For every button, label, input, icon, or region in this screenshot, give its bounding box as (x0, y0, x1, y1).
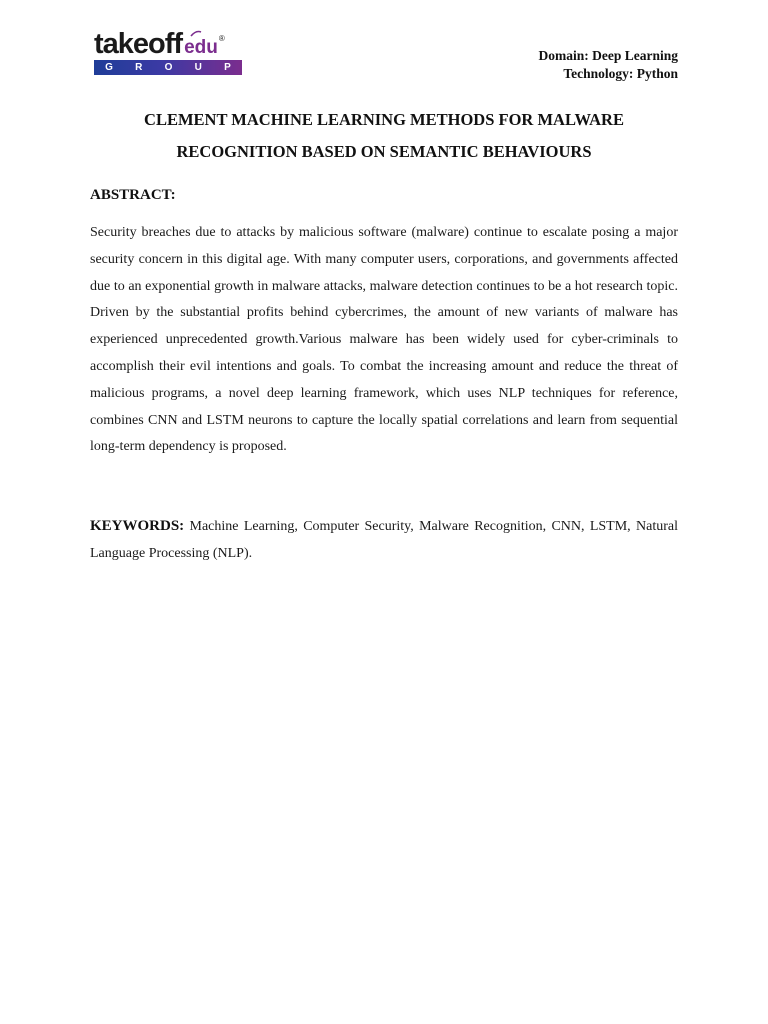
keywords-paragraph (90, 513, 678, 567)
logo-wordmark (94, 28, 246, 60)
logo-group-bar (94, 60, 242, 75)
takeoff-edu-group-logo (94, 28, 246, 78)
technology-label: Technology: Python (563, 66, 678, 81)
logo-group-letter: U (194, 62, 202, 73)
logo-group-letter: P (224, 62, 231, 73)
title-line-1: CLEMENT MACHINE LEARNING METHODS FOR MALWARE (144, 110, 624, 129)
logo-group-letter: G (105, 62, 113, 73)
logo-registered-mark: ® (218, 34, 225, 43)
document-title (90, 104, 678, 168)
keywords-text: Machine Learning, Computer Security, Malware Recognition, CNN, LSTM, Natural Language Processing (NLP). (90, 519, 678, 561)
logo-group-letter: R (135, 62, 143, 73)
logo-brand-edu: edu (184, 37, 218, 58)
abstract-heading: ABSTRACT: (90, 187, 176, 203)
project-meta (539, 47, 679, 83)
logo-group-letter: O (164, 62, 173, 73)
abstract-paragraph: Security breaches due to attacks by malicious software (malware) continue to escalate posing a major security concern in this digital age. With many computer users, corporations, and governments affected due to an exponential growth in malware attacks, malware detection continues to be a hot research topic. Driven by the substantial profits behind cybercrimes, the amount of new variants of malware has experienced unprecedented growth.Various malware has been widely used for cyber-criminals to accomplish their evil intentions and goals. To combat the increasing amount and reduce the threat of malicious programs, a novel deep learning framework, which uses NLP techniques for reference, combines CNN and LSTM neurons to capture the locally spatial correlations and learn from sequential long-term dependency is proposed. (90, 225, 678, 455)
title-line-2: RECOGNITION BASED ON SEMANTIC BEHAVIOURS (176, 142, 592, 161)
logo-brand-main: takeoff (94, 28, 183, 60)
keywords-label: KEYWORDS: (90, 518, 185, 534)
domain-label: Domain: Deep Learning (538, 48, 678, 63)
logo-swoosh-icon (190, 30, 202, 38)
